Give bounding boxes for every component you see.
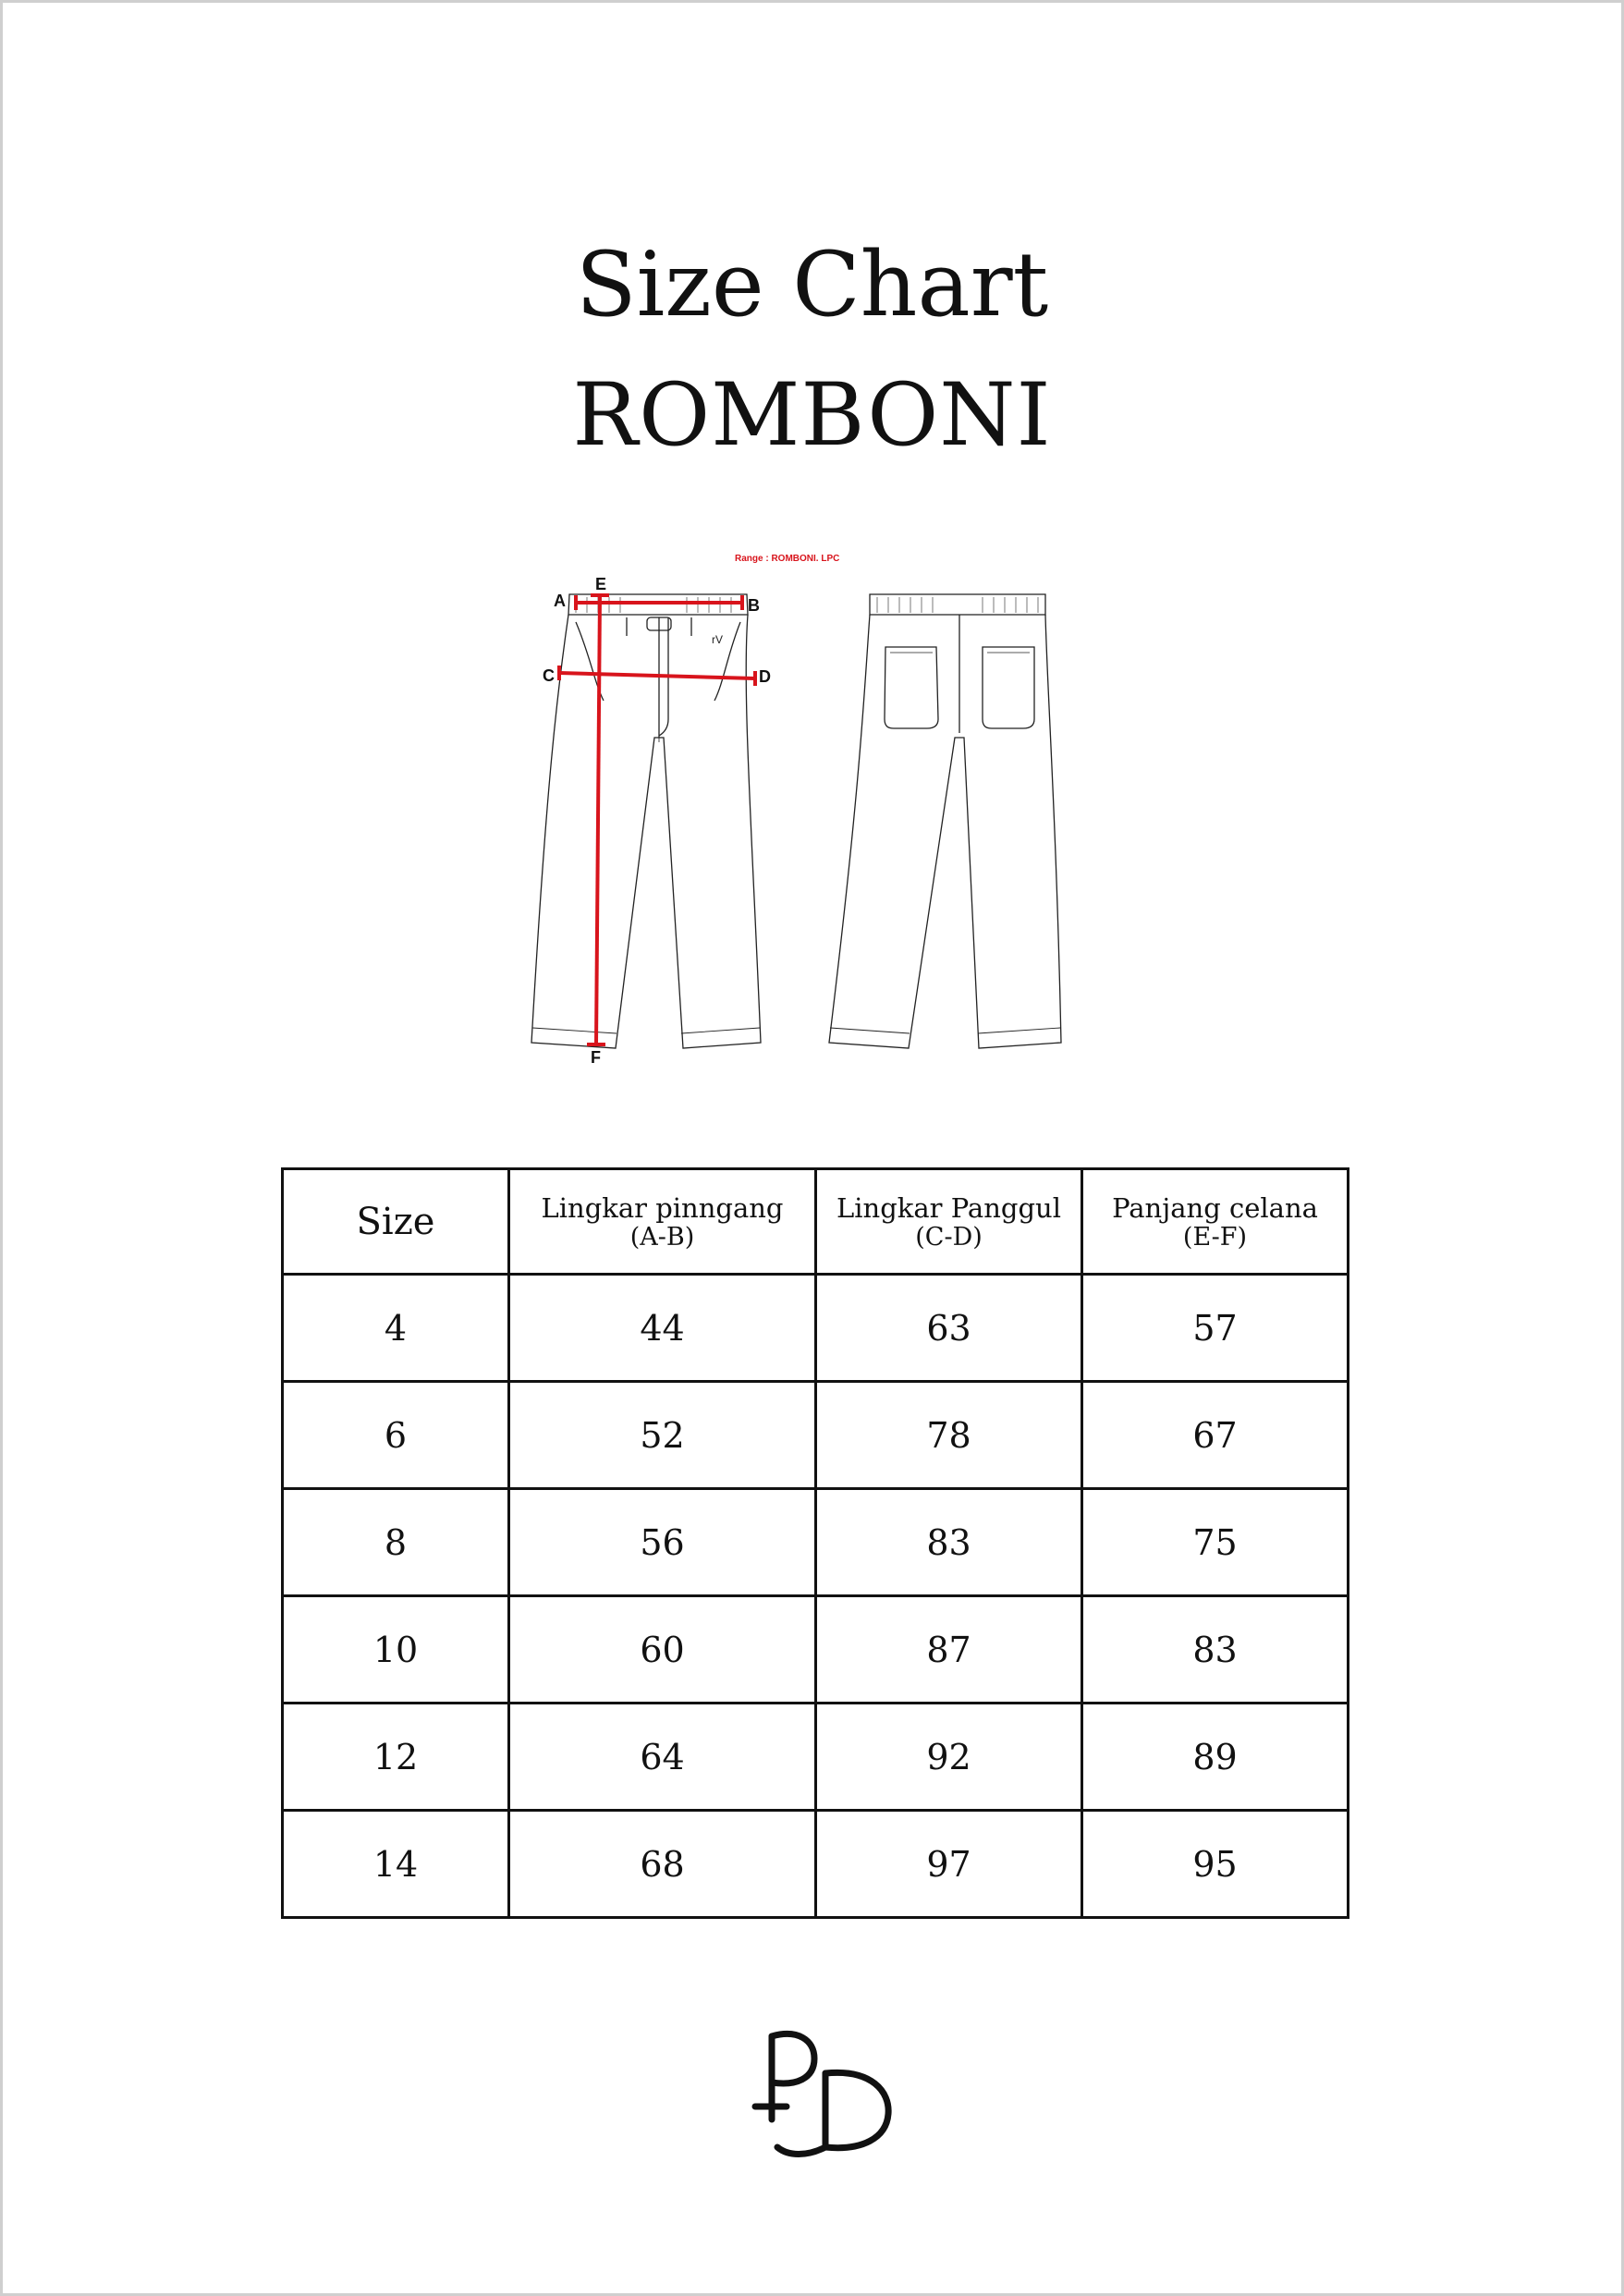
cell-size: 12 bbox=[283, 1704, 509, 1811]
cell-hip: 63 bbox=[816, 1275, 1082, 1382]
header-size: Size bbox=[283, 1169, 509, 1275]
point-e-label: E bbox=[595, 575, 607, 593]
cell-hip: 83 bbox=[816, 1489, 1082, 1596]
table-row bbox=[283, 1704, 1349, 1811]
header-length-label: Panjang celana bbox=[1112, 1191, 1318, 1224]
point-f-label: F bbox=[591, 1048, 601, 1067]
brand-logo bbox=[742, 2018, 899, 2166]
cell-size: 8 bbox=[283, 1489, 509, 1596]
range-label: Range : ROMBONI. LPC bbox=[735, 554, 840, 564]
cell-length: 67 bbox=[1082, 1382, 1349, 1489]
cell-size: 10 bbox=[283, 1596, 509, 1704]
point-c-label: C bbox=[543, 666, 555, 685]
cell-length: 89 bbox=[1082, 1704, 1349, 1811]
cell-waist: 56 bbox=[509, 1489, 816, 1596]
size-table bbox=[281, 1167, 1349, 1919]
point-d-label: D bbox=[759, 667, 771, 686]
cell-waist: 64 bbox=[509, 1704, 816, 1811]
pants-measurement-diagram bbox=[520, 543, 1075, 1070]
header-waist-code: (A-B) bbox=[629, 1222, 695, 1252]
header-length-code: (E-F) bbox=[1182, 1222, 1248, 1252]
header-hip bbox=[816, 1169, 1082, 1275]
table-row bbox=[283, 1596, 1349, 1704]
table-header-row bbox=[283, 1169, 1349, 1275]
header-waist-label: Lingkar pinngang bbox=[541, 1191, 784, 1224]
table-row bbox=[283, 1275, 1349, 1382]
point-a-label: A bbox=[554, 592, 566, 610]
page-title: Size Chart bbox=[575, 233, 1049, 336]
cell-size: 4 bbox=[283, 1275, 509, 1382]
table-row bbox=[283, 1811, 1349, 1918]
cell-length: 57 bbox=[1082, 1275, 1349, 1382]
cell-waist: 68 bbox=[509, 1811, 816, 1918]
cell-waist: 60 bbox=[509, 1596, 816, 1704]
header-length bbox=[1082, 1169, 1349, 1275]
measurement-lines bbox=[559, 595, 755, 1044]
header-waist bbox=[509, 1169, 816, 1275]
cell-hip: 92 bbox=[816, 1704, 1082, 1811]
product-name: ROMBONI bbox=[572, 365, 1052, 466]
cell-length: 75 bbox=[1082, 1489, 1349, 1596]
cell-waist: 44 bbox=[509, 1275, 816, 1382]
cell-hip: 87 bbox=[816, 1596, 1082, 1704]
pants-front-view bbox=[531, 594, 761, 1048]
cell-hip: 78 bbox=[816, 1382, 1082, 1489]
table-row bbox=[283, 1382, 1349, 1489]
cell-size: 6 bbox=[283, 1382, 509, 1489]
cell-hip: 97 bbox=[816, 1811, 1082, 1918]
header-hip-code: (C-D) bbox=[915, 1222, 983, 1252]
cell-waist: 52 bbox=[509, 1382, 816, 1489]
pants-back-view bbox=[829, 594, 1061, 1048]
point-b-label: B bbox=[748, 596, 760, 615]
cell-size: 14 bbox=[283, 1811, 509, 1918]
header-hip-label: Lingkar Panggul bbox=[836, 1191, 1061, 1224]
cell-length: 83 bbox=[1082, 1596, 1349, 1704]
table-row bbox=[283, 1489, 1349, 1596]
cell-length: 95 bbox=[1082, 1811, 1349, 1918]
svg-text:rV: rV bbox=[712, 633, 723, 646]
